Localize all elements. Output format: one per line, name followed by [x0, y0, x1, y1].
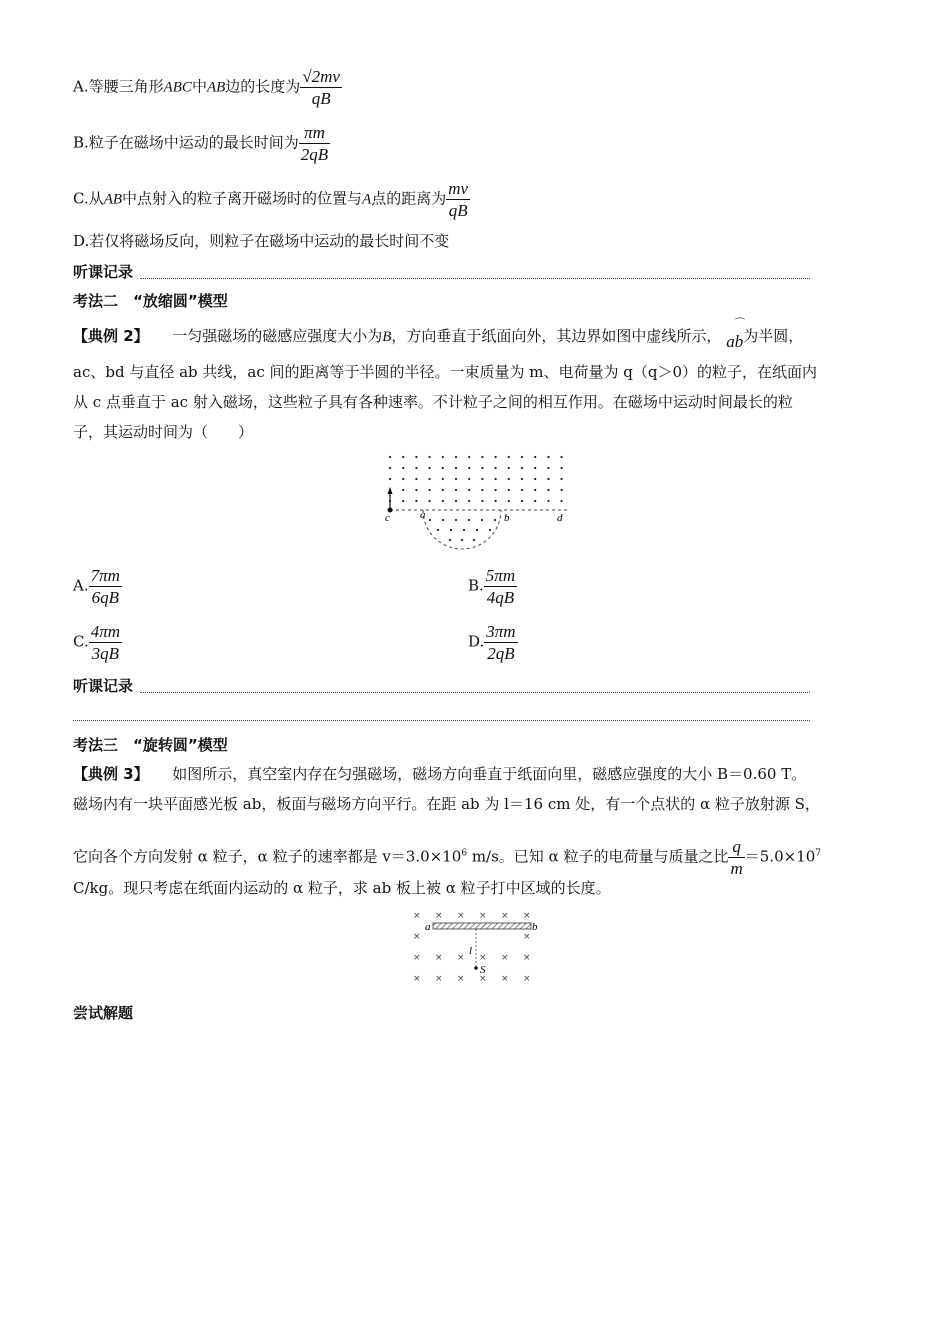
fig2-label-c: c [385, 512, 390, 524]
field-dot [521, 478, 523, 480]
field-cross: × [501, 953, 509, 963]
field-dot [455, 467, 457, 469]
field-dot [561, 489, 563, 491]
field-dot [468, 456, 470, 458]
field-dot [415, 478, 417, 480]
field-dot [495, 467, 497, 469]
field-dot [547, 456, 549, 458]
field-dot [415, 489, 417, 491]
ex2-option-b[interactable]: B. $\frac{5\pi m}{4qB}$ [468, 566, 516, 607]
fig3-label-s: S [480, 964, 486, 976]
field-dot [521, 489, 523, 491]
field-dot [450, 529, 452, 531]
field-dot [429, 456, 431, 458]
field-dot [508, 500, 510, 502]
fig2-label-a: a [420, 509, 426, 521]
field-dot [534, 478, 536, 480]
try-label: 尝试解题 [73, 1004, 134, 1022]
field-cross: × [523, 953, 531, 963]
field-dot [429, 519, 431, 521]
field-dot [521, 467, 523, 469]
field-dot [389, 478, 391, 480]
field-dot [468, 500, 470, 502]
field-dot [534, 500, 536, 502]
fig3-label-l: l [469, 945, 473, 957]
field-dot [547, 467, 549, 469]
field-dot [415, 467, 417, 469]
field-dot [481, 500, 483, 502]
field-dot [508, 467, 510, 469]
field-dot [481, 519, 483, 521]
option-c: C.从AB中点射入的粒子离开磁场时的位置与A点的距离为 $\frac{mv}{qB}$ [73, 179, 469, 220]
field-dot [495, 500, 497, 502]
field-cross: × [413, 932, 421, 942]
option-a: A.等腰三角形ABC中AB边的长度为 $\frac{√2mv}{qB}$ [73, 67, 340, 108]
field-dot [402, 456, 404, 458]
field-dot [442, 500, 444, 502]
example2-line3: 从 c 点垂直于 ac 射入磁场，这些粒子具有各种速率。不计粒子之间的相互作用。在磁场中运动时间最长的粒 [73, 393, 793, 411]
field-cross: × [457, 911, 465, 921]
field-dot [468, 467, 470, 469]
section3-title: 考法三 “旋转圆”模型 [73, 736, 228, 754]
field-dot [534, 456, 536, 458]
field-dot [455, 500, 457, 502]
example3-line1: 【典例 3】 如图所示，真空室内存在匀强磁场，磁场方向垂直于纸面向里，磁感应强度的大小 B＝0.60 T。 [73, 765, 807, 783]
field-dot [473, 539, 475, 541]
example2-line1: 【典例 2】 一匀强磁场的磁感应强度大小为B，方向垂直于纸面向外，其边界如图中虚线所示， ⌒ ab为半圆， [73, 317, 804, 351]
example3-line2: 磁场内有一块平面感光板 ab，板面与磁场方向平行。在距 ab 为 l＝16 cm 处，有一个点状的 α 粒子放射源 S， [73, 795, 820, 813]
option-b: B.粒子在磁场中运动的最长时间为 $\frac{\pi m}{2qB}$ [73, 123, 329, 164]
figure-example2 [380, 450, 580, 555]
field-dot [547, 478, 549, 480]
field-dot [442, 519, 444, 521]
field-dot [481, 478, 483, 480]
field-dot [442, 467, 444, 469]
ex2-option-a[interactable]: A. $\frac{7\pi m}{6qB}$ [73, 566, 120, 607]
field-dot [476, 529, 478, 531]
fig3-label-b: b [532, 921, 538, 933]
field-dot [455, 519, 457, 521]
field-cross: × [413, 911, 421, 921]
field-cross: × [457, 974, 465, 984]
field-dot [429, 489, 431, 491]
fig2-label-d: d [557, 512, 563, 524]
field-dot [415, 500, 417, 502]
ex2-option-d[interactable]: D. $\frac{3\pi m}{2qB}$ [468, 622, 516, 663]
example3-line3: 它向各个方向发射 α 粒子，α 粒子的速率都是 $v=3.0\times 10^6$ m/s。已知 α 粒子的电荷量与质量之比 $\frac{q}{m}$ $=5.0\times 10^7$ [73, 837, 822, 878]
figure-example3 [405, 908, 545, 990]
field-dot [534, 489, 536, 491]
fraction-a: $\frac{√2mv}{qB}$ [302, 67, 340, 108]
field-cross: × [435, 953, 443, 963]
field-dot [442, 489, 444, 491]
example2-line2: ac、bd 与直径 ab 共线，ac 间的距离等于半圆的半径。一束质量为 m、电荷量为 q（q＞0）的粒子，在纸面内 [73, 363, 818, 381]
field-dot [508, 456, 510, 458]
section2-title: 考法二 “放缩圆”模型 [73, 292, 228, 310]
field-cross: × [479, 974, 487, 984]
example3-line4: C/kg。现只考虑在纸面内运动的 α 粒子，求 ab 板上被 α 粒子打中区域的长度。 [73, 879, 611, 897]
field-dot [449, 539, 451, 541]
field-dot [508, 489, 510, 491]
example2-line4: 子，其运动时间为（ ） [73, 423, 254, 441]
notes-label-2: 听课记录 [73, 677, 134, 695]
field-cross: × [479, 953, 487, 963]
notes-line-2b[interactable] [73, 720, 810, 721]
field-dot [489, 529, 491, 531]
field-cross: × [457, 953, 465, 963]
field-dot [494, 519, 496, 521]
field-cross: × [435, 911, 443, 921]
field-dot [455, 489, 457, 491]
field-dot [495, 478, 497, 480]
notes-line-2a[interactable] [140, 692, 810, 693]
field-dot [468, 489, 470, 491]
field-dot [437, 529, 439, 531]
field-dot [389, 467, 391, 469]
field-dot [495, 489, 497, 491]
field-cross: × [413, 953, 421, 963]
field-dot [463, 529, 465, 531]
option-d: D.若仅将磁场反向，则粒子在磁场中运动的最长时间不变 [73, 232, 450, 250]
field-dot [481, 456, 483, 458]
field-dot [534, 467, 536, 469]
field-dot [561, 478, 563, 480]
field-cross: × [523, 932, 531, 942]
field-dot [481, 467, 483, 469]
field-dot [429, 500, 431, 502]
ex2-option-c[interactable]: C. $\frac{4\pi m}{3qB}$ [73, 622, 121, 663]
field-dot [442, 478, 444, 480]
field-dot [468, 519, 470, 521]
field-cross: × [435, 974, 443, 984]
fig3-label-a: a [425, 921, 431, 933]
field-dot [547, 489, 549, 491]
field-dot [461, 539, 463, 541]
field-dot [455, 478, 457, 480]
field-cross: × [523, 974, 531, 984]
field-dot [402, 478, 404, 480]
field-dot [389, 456, 391, 458]
notes-line-1[interactable] [140, 278, 810, 279]
field-dot [415, 456, 417, 458]
field-cross: × [523, 911, 531, 921]
notes-label-1: 听课记录 [73, 263, 134, 281]
field-dot [495, 456, 497, 458]
field-dot [561, 467, 563, 469]
field-cross: × [501, 974, 509, 984]
field-dot [547, 500, 549, 502]
field-dot [468, 478, 470, 480]
field-cross: × [413, 974, 421, 984]
field-cross: × [501, 911, 509, 921]
field-dot [402, 489, 404, 491]
field-dot [455, 456, 457, 458]
field-dot [429, 467, 431, 469]
field-dot [561, 456, 563, 458]
field-dot [521, 456, 523, 458]
field-dot [402, 467, 404, 469]
field-dot [481, 489, 483, 491]
field-dot [429, 478, 431, 480]
field-dot [508, 478, 510, 480]
field-dot [521, 500, 523, 502]
field-dot [402, 500, 404, 502]
fig2-label-b: b [504, 512, 510, 524]
field-dot [561, 500, 563, 502]
field-dot [442, 456, 444, 458]
field-cross: × [479, 911, 487, 921]
